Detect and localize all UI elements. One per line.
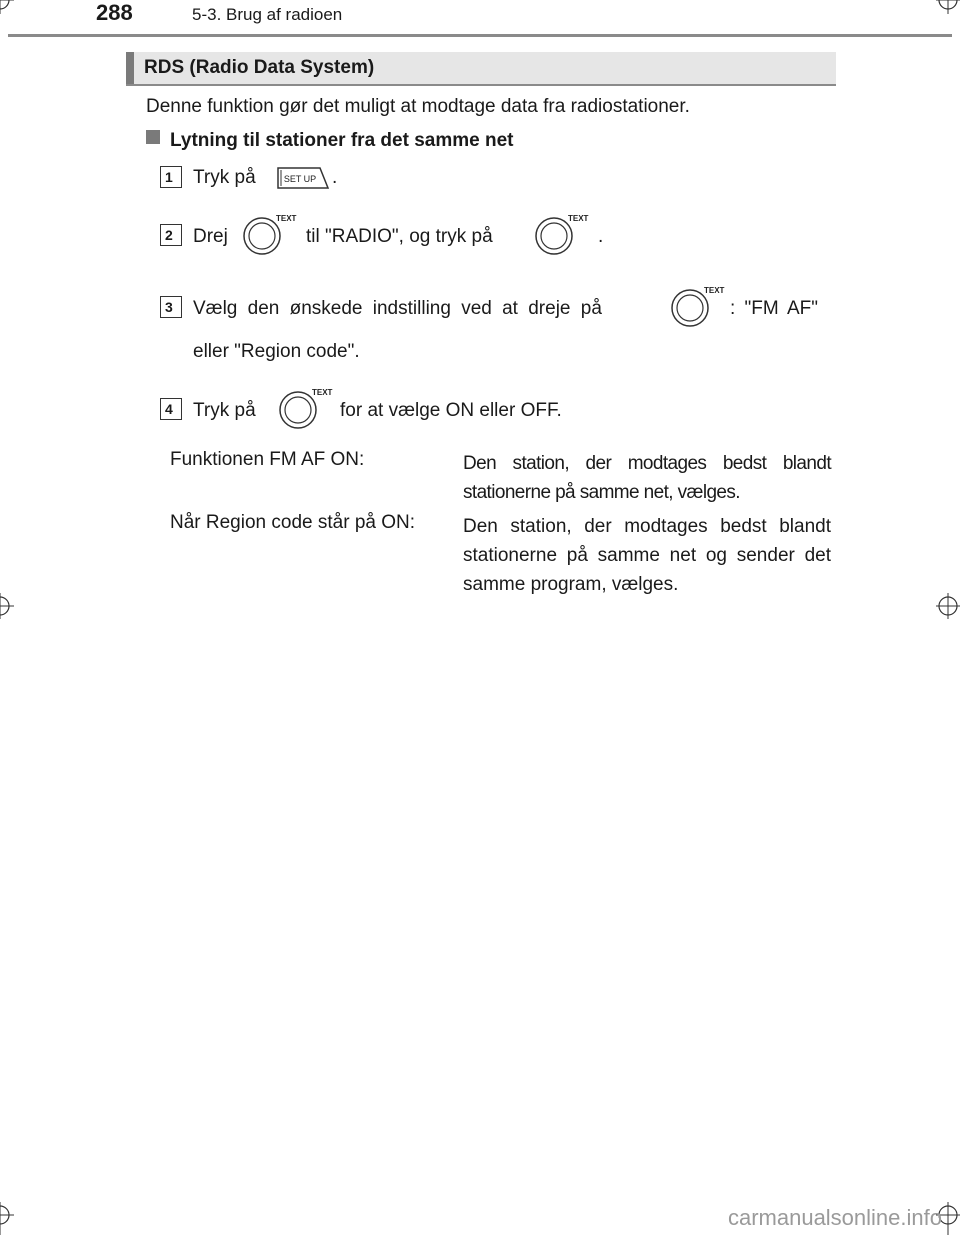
- step-badge-3: 3: [160, 296, 182, 318]
- tune-knob-icon: [668, 284, 728, 328]
- step-4-text-b: for at vælge ON eller OFF.: [340, 400, 562, 421]
- knob-label: TEXT: [568, 214, 589, 223]
- step-2-text-b: til "RADIO", og tryk på: [306, 226, 493, 247]
- intro-text: Denne funktion gør det muligt at modtage data fra radiostationer.: [146, 96, 690, 117]
- crop-mark-icon: [0, 590, 24, 622]
- step-3-text-a: Vælg den ønskede indstilling ved at dreje på: [193, 298, 602, 319]
- step-badge-4: 4: [160, 398, 182, 420]
- description-text-region-code: Den station, der modtages bedst blandt stationerne på samme net og sender det samme program, vælges.: [463, 516, 831, 595]
- knob-label: TEXT: [704, 286, 725, 295]
- section-title: RDS (Radio Data System): [144, 57, 375, 78]
- description-label-region-code: Når Region code står på ON:: [170, 512, 416, 533]
- step-2-text-c: .: [598, 226, 604, 247]
- knob-label: TEXT: [276, 214, 297, 223]
- description-label-fm-af: Funktionen FM AF ON:: [170, 449, 365, 470]
- step-1-text-b: .: [332, 167, 338, 188]
- crop-mark-icon: [0, 1199, 24, 1235]
- step-badge-2: 2: [160, 224, 182, 246]
- setup-label: SET UP: [283, 174, 317, 184]
- crop-mark-icon: [936, 0, 960, 24]
- knob-label: TEXT: [312, 388, 333, 397]
- description-text-fm-af: Den station, der modtages bedst blandt stationerne på samme net, vælges.: [463, 453, 831, 503]
- watermark: carmanualsonline.info: [727, 1205, 942, 1230]
- tune-knob-icon: [240, 212, 300, 256]
- section-path: 5-3. Brug af radioen: [192, 5, 343, 24]
- square-bullet-icon: [146, 130, 160, 144]
- step-1-text-a: Tryk på: [193, 167, 256, 188]
- subheading: Lytning til stationer fra det samme net: [170, 130, 514, 151]
- section-title-rule: [126, 84, 836, 86]
- step-2-text-a: Drej: [193, 226, 228, 247]
- crop-mark-icon: [0, 0, 24, 24]
- tune-knob-icon: [532, 212, 592, 256]
- header-rule: [8, 34, 952, 37]
- step-4-text-a: Tryk på: [193, 400, 256, 421]
- page-number: 288: [96, 0, 133, 25]
- step-badge-1: 1: [160, 166, 182, 188]
- step-3-text-c: eller "Region code".: [193, 341, 360, 362]
- setup-button-icon: [274, 166, 330, 190]
- step-3-text-b: : "FM AF": [730, 298, 818, 319]
- tune-knob-icon: [276, 386, 336, 430]
- crop-mark-icon: [936, 590, 960, 622]
